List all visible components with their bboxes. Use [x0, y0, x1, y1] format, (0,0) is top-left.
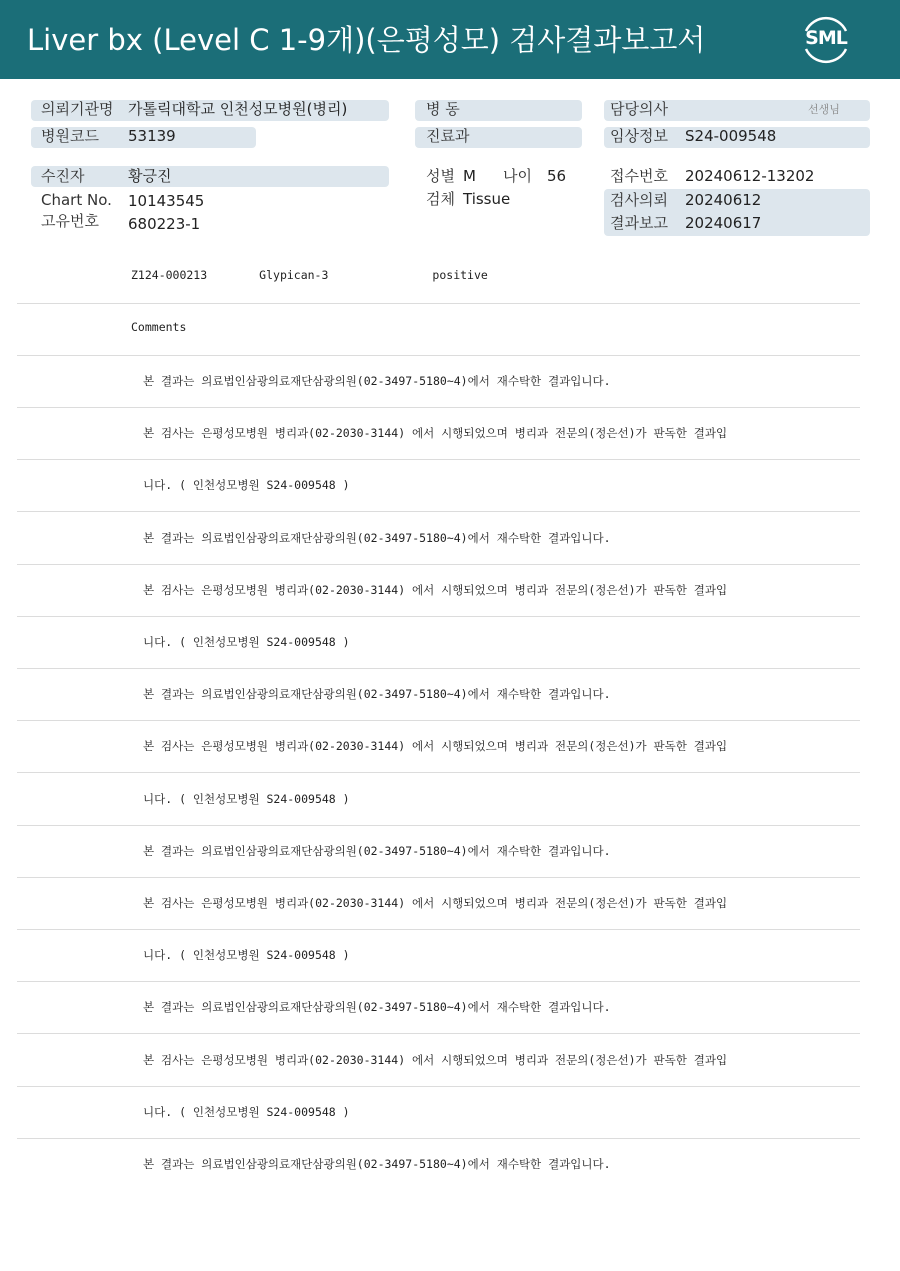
report-date-value: 20240617	[685, 214, 762, 232]
ward-label: 병 동	[426, 100, 460, 118]
comment-line: 니다. ( 인천성모병원 S24-009548 )	[143, 948, 350, 963]
unique-id-value: 680223-1	[128, 215, 201, 233]
result-value: positive	[432, 268, 488, 282]
specimen-label: 검체	[426, 190, 455, 208]
separator	[17, 355, 860, 356]
logo-text: SML	[805, 27, 847, 49]
result-row	[131, 268, 488, 282]
result-code: Z124-000213	[131, 268, 208, 282]
doctor-suffix: 선생님	[808, 103, 840, 116]
separator	[17, 564, 860, 565]
comment-line: 본 검사는 은평성모병원 병리과(02-2030-3144) 에서 시행되었으며 병리과 전문의(정은선)가 판독한 결과입	[143, 896, 728, 910]
specimen-value: Tissue	[463, 190, 511, 208]
comment-line: 본 검사는 은평성모병원 병리과(02-2030-3144) 에서 시행되었으며 병리과 전문의(정은선)가 판독한 결과입	[143, 426, 728, 441]
separator	[17, 929, 860, 930]
comment-line: 본 결과는 의료법인삼광의료재단삼광의원(02-3497-5180~4)에서 재수탁한 결과입니다.	[143, 843, 611, 858]
comment-line: 니다. ( 인천성모병원 S24-009548 )	[143, 1104, 350, 1119]
comment-line: 본 결과는 의료법인삼광의료재단삼광의원(02-3497-5180~4)에서 재수탁한 결과입니다.	[143, 687, 611, 702]
separator	[17, 668, 860, 669]
clinical-value: S24-009548	[685, 127, 777, 145]
patient-bar	[31, 166, 389, 187]
report-title: Liver bx (Level C 1-9개)(은평성모) 검사결과보고서	[27, 23, 706, 57]
comment-line: 니다. ( 인천성모병원 S24-009548 )	[143, 478, 350, 493]
separator	[17, 877, 860, 878]
patient-label: 수진자	[41, 167, 85, 185]
separator	[17, 511, 860, 512]
doctor-label: 담당의사	[610, 100, 668, 118]
separator	[17, 1033, 860, 1034]
dept-label: 진료과	[426, 127, 470, 145]
comment-line: 본 검사는 은평성모병원 병리과(02-2030-3144) 에서 시행되었으며 병리과 전문의(정은선)가 판독한 결과입	[143, 582, 728, 597]
separator	[17, 981, 860, 982]
institution-label: 의뢰기관명	[41, 100, 114, 118]
receipt-label: 접수번호	[610, 167, 668, 185]
comment-line: 니다. ( 인천성모병원 S24-009548 )	[143, 635, 350, 649]
comment-line: 본 결과는 의료법인삼광의료재단삼광의원(02-3497-5180~4)에서 재수탁한 결과입니다.	[143, 1000, 611, 1015]
separator	[17, 772, 860, 773]
sml-logo	[798, 11, 854, 67]
age-label: 나이	[503, 167, 532, 185]
report-header	[0, 0, 900, 79]
separator	[17, 303, 860, 304]
comment-line: 니다. ( 인천성모병원 S24-009548 )	[143, 791, 350, 806]
comment-line: 본 결과는 의료법인삼광의료재단삼광의원(02-3497-5180~4)에서 재수탁한 결과입니다.	[143, 1157, 611, 1171]
report-date-label: 결과보고	[610, 214, 668, 232]
separator	[17, 720, 860, 721]
receipt-value: 20240612-13202	[685, 167, 815, 185]
comment-line: 본 검사는 은평성모병원 병리과(02-2030-3144) 에서 시행되었으며 병리과 전문의(정은선)가 판독한 결과입	[143, 1052, 728, 1067]
chart-value: 10143545	[128, 192, 205, 210]
comment-line: 본 결과는 의료법인삼광의료재단삼광의원(02-3497-5180~4)에서 재수탁한 결과입니다.	[143, 374, 611, 388]
chart-label: Chart No.	[41, 191, 112, 209]
clinical-label: 임상정보	[610, 127, 668, 145]
separator	[17, 1138, 860, 1139]
sex-value: M	[463, 167, 476, 185]
patient-value: 황긍진	[128, 167, 172, 185]
request-label: 검사의뢰	[610, 191, 668, 209]
age-value: 56	[547, 167, 567, 185]
separator	[17, 616, 860, 617]
comment-line: 본 결과는 의료법인삼광의료재단삼광의원(02-3497-5180~4)에서 재수탁한 결과입니다.	[143, 530, 611, 545]
separator	[17, 407, 860, 408]
sex-label: 성별	[426, 167, 455, 185]
separator	[17, 459, 860, 460]
institution-value: 가톨릭대학교 인천성모병원(병리)	[128, 100, 348, 118]
separator	[17, 825, 860, 826]
comments-heading: Comments	[131, 320, 187, 334]
comment-line: 본 검사는 은평성모병원 병리과(02-2030-3144) 에서 시행되었으며 병리과 전문의(정은선)가 판독한 결과입	[143, 739, 728, 754]
result-test: Glypican-3	[259, 268, 329, 282]
separator	[17, 1086, 860, 1087]
request-value: 20240612	[685, 191, 762, 209]
hospital-code-value: 53139	[128, 127, 176, 145]
hospital-code-label: 병원코드	[41, 127, 99, 145]
unique-id-label: 고유번호	[41, 212, 99, 230]
